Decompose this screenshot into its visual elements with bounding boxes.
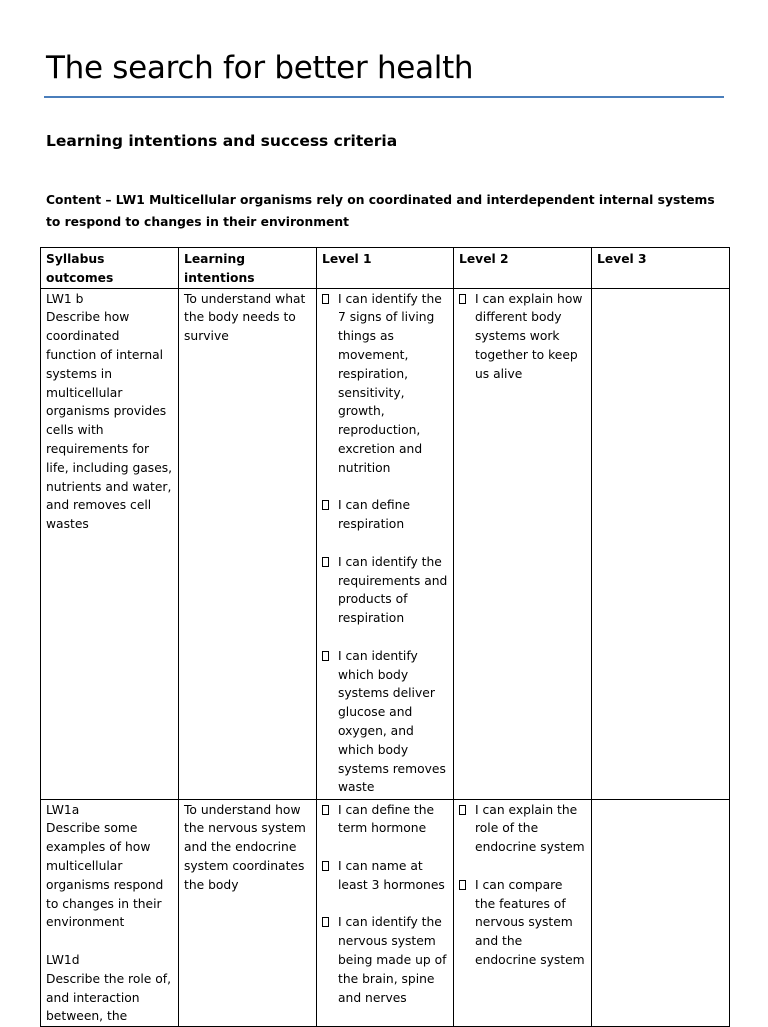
header-level-1: Level 1 — [317, 248, 454, 289]
checkbox-icon — [322, 500, 329, 510]
content-statement: Content – LW1 Multicellular organisms rely on coordinated and interdependent internal systems to respond to changes in their environment — [46, 193, 715, 229]
level-1-cell — [317, 799, 454, 1027]
checklist-item — [459, 876, 586, 970]
checklist-item — [322, 496, 448, 534]
outcome-text: Describe the role of, and interaction between, the — [46, 971, 172, 1024]
header-level-2: Level 2 — [454, 248, 592, 289]
outcome-code: LW1 b — [46, 291, 84, 306]
learning-intention-text: To understand what the body needs to survive — [184, 291, 306, 344]
syllabus-outcome-cell — [41, 799, 179, 1027]
checklist-item — [322, 290, 448, 478]
outcome-text: Describe some examples of how multicellular organisms respond to changes in their environment — [46, 821, 164, 930]
checklist-item-text: I can define respiration — [338, 498, 411, 532]
table-row — [41, 288, 730, 799]
title-underline — [44, 96, 724, 98]
checklist-item-text: I can identify the 7 signs of living things as movement, respiration, sensitivity, growth, reproduction, excretion and nutrition — [338, 291, 442, 475]
checklist-item — [459, 290, 586, 384]
checklist-item-text: I can define the term hormone — [338, 802, 435, 836]
checklist-item — [322, 801, 448, 839]
learning-intention-cell — [179, 288, 317, 799]
checklist-item — [322, 857, 448, 895]
learning-intention-cell — [179, 799, 317, 1027]
checkbox-icon — [459, 880, 466, 890]
level-3-cell — [592, 799, 730, 1027]
checkbox-icon — [322, 651, 329, 661]
checkbox-icon — [322, 805, 329, 815]
level-3-cell — [592, 288, 730, 799]
table-header-row — [41, 248, 730, 289]
paragraph-gap — [46, 932, 173, 951]
checklist-item — [459, 801, 586, 857]
checkbox-icon — [459, 805, 466, 815]
criteria-table — [40, 247, 730, 1027]
table-row — [41, 799, 730, 1027]
level-2-cell — [454, 288, 592, 799]
checklist-item — [322, 553, 448, 628]
checklist-item — [322, 647, 448, 797]
section-heading: Learning intentions and success criteria — [46, 132, 398, 150]
level-2-cell — [454, 799, 592, 1027]
checkbox-icon — [322, 917, 329, 927]
level-1-cell — [317, 288, 454, 799]
header-learning-intentions: Learning intentions — [179, 248, 317, 289]
checklist-item-text: I can name at least 3 hormones — [338, 858, 445, 892]
outcome-code: LW1a — [46, 802, 80, 817]
header-level-3: Level 3 — [592, 248, 730, 289]
checkbox-icon — [322, 557, 329, 567]
checklist-item-text: I can compare the features of nervous system and the endocrine system — [475, 877, 585, 967]
page-title: The search for better health — [46, 50, 474, 86]
checklist-item-text: I can identify the nervous system being made up of the brain, spine and nerves — [338, 915, 447, 1005]
checklist-item-text: I can identify which body systems deliver glucose and oxygen, and which body systems removes waste — [338, 648, 446, 795]
checkbox-icon — [459, 294, 466, 304]
outcome-text: Describe how coordinated function of internal systems in multicellular organisms provides cells with requirements for life, including gases, nutrients and water, and removes cell wastes — [46, 310, 173, 532]
checkbox-icon — [322, 861, 329, 871]
outcome-code: LW1d — [46, 952, 80, 967]
checklist-item-text: I can explain how different body systems work together to keep us alive — [475, 291, 583, 381]
checklist-item — [322, 913, 448, 1007]
learning-intention-text: To understand how the nervous system and the endocrine system coordinates the body — [184, 802, 306, 892]
syllabus-outcome-cell — [41, 288, 179, 799]
checkbox-icon — [322, 294, 329, 304]
header-syllabus-outcomes: Syllabus outcomes — [41, 248, 179, 289]
checklist-item-text: I can explain the role of the endocrine system — [475, 802, 585, 855]
checklist-item-text: I can identify the requirements and products of respiration — [338, 554, 448, 626]
